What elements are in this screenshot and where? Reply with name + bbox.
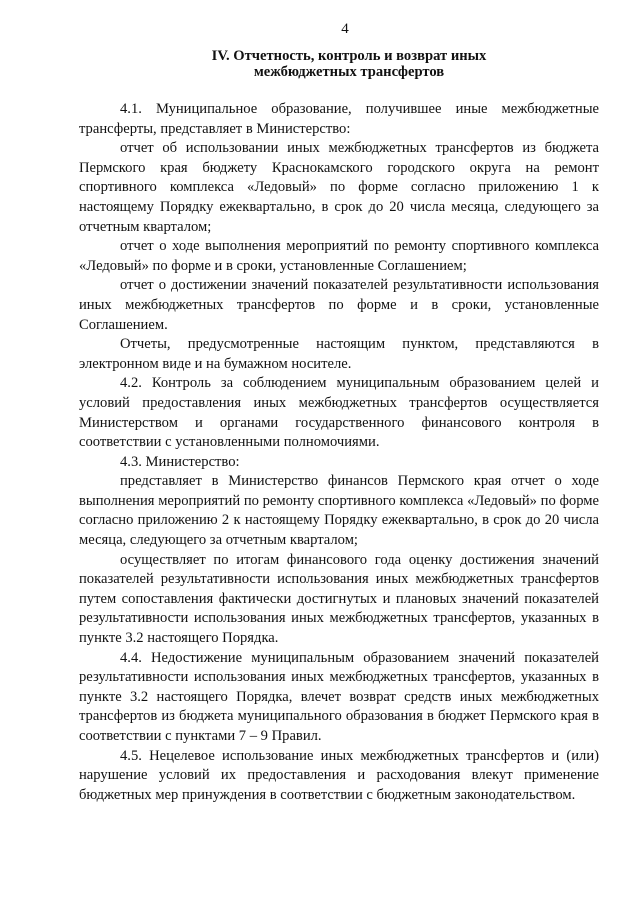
paragraph-report-format: Отчеты, предусмотренные настоящим пунктом, представляются в электронном виде и на бумажном носителе. <box>79 336 599 372</box>
page-number: 4 <box>341 21 349 37</box>
paragraph-4-1: 4.1. Муниципальное образование, получившее иные межбюджетные трансферты, представляет в Министерство: <box>79 101 599 137</box>
document-body <box>79 100 599 805</box>
paragraph-4-2: 4.2. Контроль за соблюдением муниципальным образованием целей и условий предоставления иных межбюджетных трансфертов осуществляется Министерством и органами государственного финансового контроля в соответствии с установленными полномочиями. <box>79 375 599 451</box>
section-title <box>79 48 599 80</box>
section-title-line-2: межбюджетных трансфертов <box>253 64 445 80</box>
paragraph-4-5: 4.5. Нецелевое использование иных межбюджетных трансфертов и (или) нарушение условий их предоставления и расходования влекут применение бюджетных мер принуждения в соответствии с бюджетным законодательством. <box>79 747 599 803</box>
paragraph-report-usage: отчет об использовании иных межбюджетных трансфертов из бюджета Пермского края бюджету Краснокамского городского округа на ремонт спортивного комплекса «Ледовый» по форме согласно приложению 1 к настоящему Порядку ежеквартально, в срок до 20 числа месяца, следующего за отчетным кварталом; <box>79 140 599 235</box>
paragraph-report-progress: отчет о ходе выполнения мероприятий по ремонту спортивного комплекса «Ледовый» по форме и в сроки, установленные Соглашением; <box>79 238 599 274</box>
paragraph-ministry-report: представляет в Министерство финансов Пермского края отчет о ходе выполнения мероприятий по ремонту спортивного комплекса «Ледовый» по форме согласно приложению 2 к настоящему Порядку ежеквартально, в срок до 20 числа месяца, следующего за отчетным кварталом; <box>79 473 599 549</box>
paragraph-ministry-evaluation: осуществляет по итогам финансового года оценку достижения значений показателей результативности использования иных межбюджетных трансфертов путем сопоставления фактически достигнутых и плановых значений показателей результативности использования иных межбюджетных трансфертов, указанных в пункте 3.2 настоящего Порядка. <box>79 551 599 647</box>
paragraph-report-results: отчет о достижении значений показателей результативности использования иных межбюджетных трансфертов по форме и в сроки, установленные Соглашением. <box>79 277 599 333</box>
section-title-line-1: IV. Отчетность, контроль и возврат иных <box>211 48 487 64</box>
paragraph-4-4: 4.4. Недостижение муниципальным образованием значений показателей результативности использования иных межбюджетных трансфертов, указанных в пункте 3.2 настоящего Порядка, влечет возврат средств иных межбюджетных трансфертов из бюджета муниципального образования в бюджет Пермского края в соответствии с пунктами 7 – 9 Правил. <box>79 649 599 744</box>
paragraph-4-3: 4.3. Министерство: <box>120 453 240 470</box>
